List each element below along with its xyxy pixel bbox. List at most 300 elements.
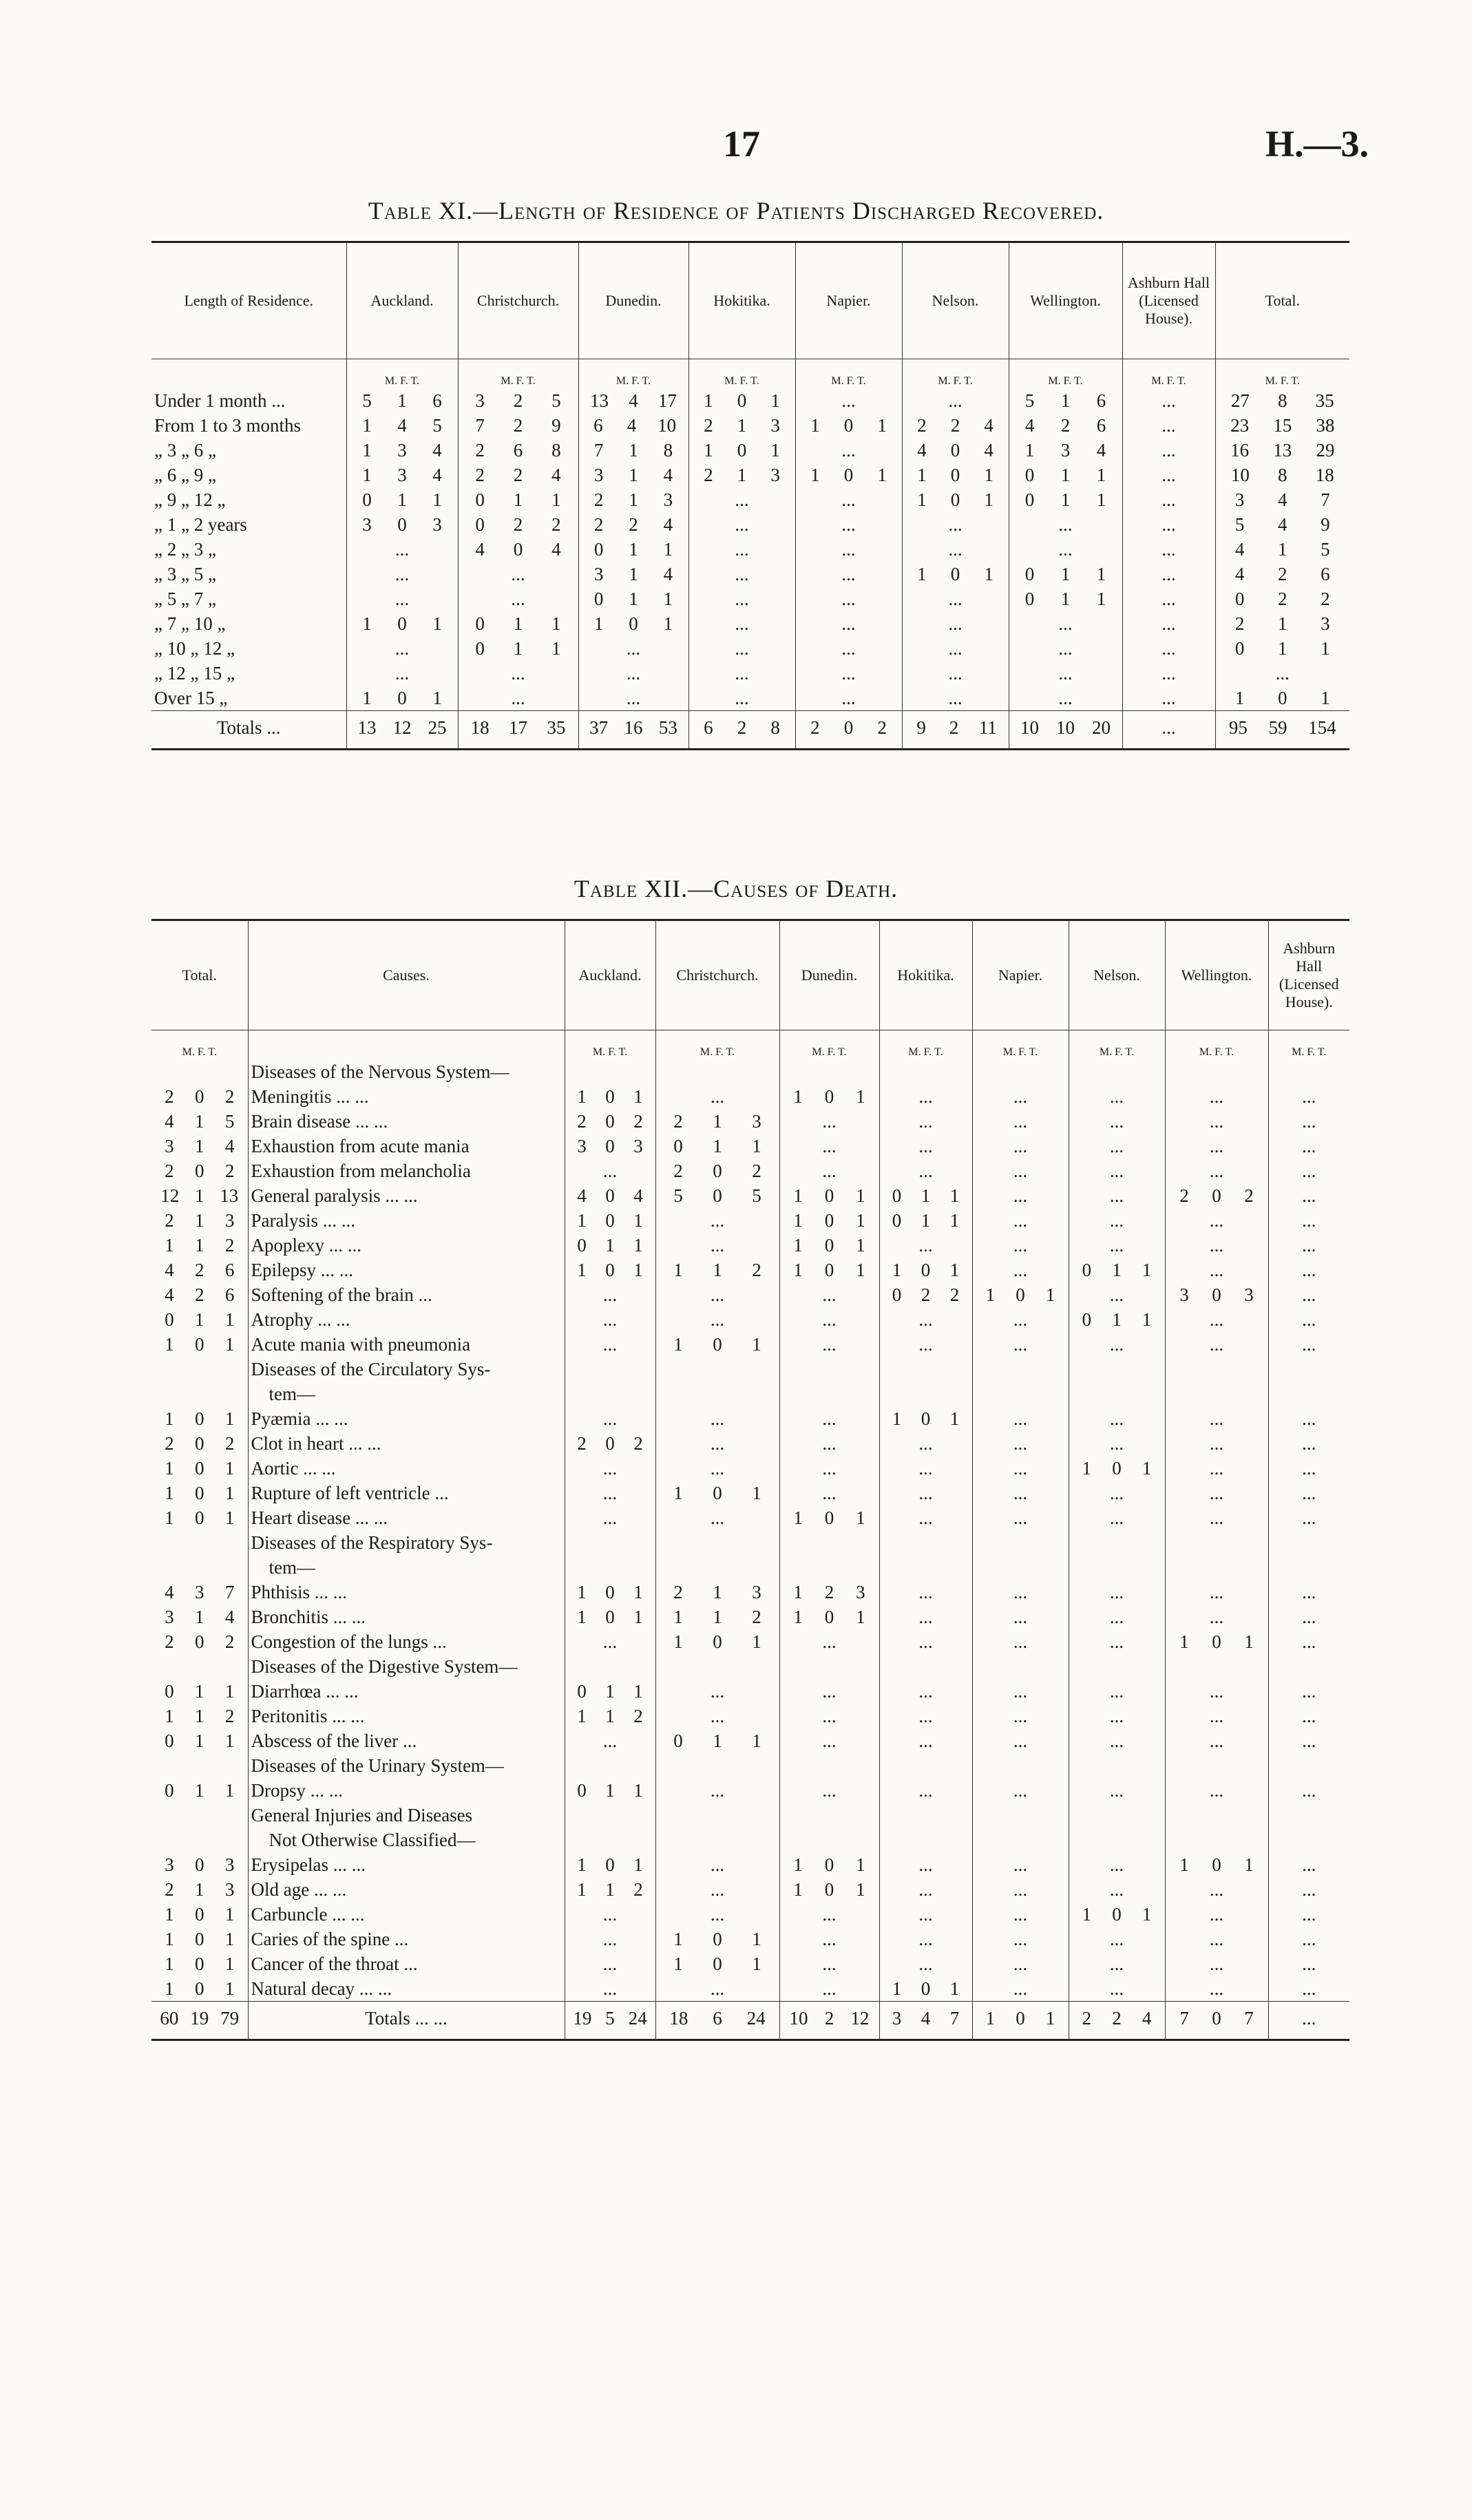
table-cell: ... xyxy=(902,388,1009,413)
table-row xyxy=(151,1902,1349,1927)
cause-label: Clot in heart ... ... xyxy=(248,1431,565,1456)
table-cell: ... xyxy=(902,636,1009,661)
table-cell: ... xyxy=(879,1158,972,1183)
table-cell xyxy=(565,1803,655,1828)
table-cell: ... xyxy=(655,1877,779,1902)
table-cell: ... xyxy=(1009,636,1122,661)
table-cell: ... xyxy=(346,636,458,661)
table-cell: ... xyxy=(1069,1976,1165,2002)
table-cell: 0 1 1 xyxy=(879,1208,972,1233)
totals-cell: 10 2 12 xyxy=(779,2002,879,2040)
table-cell: 1 0 1 xyxy=(655,1927,779,1951)
table-cell: 3 0 3 xyxy=(346,512,458,537)
table-cell: ... xyxy=(972,1605,1069,1629)
table-cell: ... xyxy=(1122,512,1215,537)
table-cell: ... xyxy=(1009,661,1122,686)
table-cell: ... xyxy=(1165,1431,1268,1456)
table-cell: ... xyxy=(565,1158,655,1183)
table-cell xyxy=(879,1555,972,1580)
table-cell: ... xyxy=(779,1456,879,1481)
table-cell: ... xyxy=(565,1481,655,1505)
column-header: Total. xyxy=(151,920,248,1030)
totals-cell: 37 16 53 xyxy=(578,711,688,750)
table-cell: 0 1 1 xyxy=(1009,562,1122,586)
table-cell xyxy=(655,1654,779,1679)
table-cell: ... xyxy=(1165,1951,1268,1976)
cause-label: Pyæmia ... ... xyxy=(248,1406,565,1431)
table-cell: ... xyxy=(1122,686,1215,711)
table-row xyxy=(151,413,1349,438)
table-cell: 6 4 10 xyxy=(578,413,688,438)
table-cell: 1 0 1 xyxy=(779,1208,879,1233)
totals-cell: ... xyxy=(1122,711,1215,750)
table-cell: ... xyxy=(346,661,458,686)
table-cell xyxy=(1268,1357,1349,1381)
page-number: 17 xyxy=(723,123,760,165)
table-cell: ... xyxy=(1069,1505,1165,1530)
table-row xyxy=(151,1481,1349,1505)
page-header xyxy=(0,123,1472,171)
table-cell: 0 1 1 xyxy=(565,1679,655,1704)
table-cell xyxy=(1165,1530,1268,1555)
table-cell: ... xyxy=(655,1902,779,1927)
table-cell: ... xyxy=(902,611,1009,636)
table-cell: ... xyxy=(972,1158,1069,1183)
table-row xyxy=(151,1406,1349,1431)
table-cell: ... xyxy=(1165,1605,1268,1629)
row-total: 1 0 1 xyxy=(165,1904,235,1925)
table-cell: ... xyxy=(565,1307,655,1332)
table-cell xyxy=(972,1357,1069,1381)
table-cell: ... xyxy=(1268,1233,1349,1258)
row-total xyxy=(151,1357,248,1381)
table-cell: ... xyxy=(1122,562,1215,586)
table-cell: ... xyxy=(902,537,1009,562)
table-cell: ... xyxy=(655,1456,779,1481)
table-cell: ... xyxy=(795,388,902,413)
mft-subheader: M. F. T. xyxy=(795,359,902,389)
table-cell: ... xyxy=(1268,1109,1349,1134)
table-cell: 1 0 1 xyxy=(1165,1629,1268,1654)
table-cell: ... xyxy=(1069,1951,1165,1976)
table-row xyxy=(151,1258,1349,1282)
table-cell: ... xyxy=(458,586,578,611)
table-cell: 0 2 2 xyxy=(458,512,578,537)
table-cell xyxy=(879,1381,972,1406)
table-cell: 0 1 1 xyxy=(655,1728,779,1753)
table-cell: ... xyxy=(1268,1951,1349,1976)
table-row xyxy=(151,586,1349,611)
table-cell: ... xyxy=(655,1505,779,1530)
table-cell: 2 1 3 xyxy=(688,413,795,438)
table-cell: 1 0 1 xyxy=(779,1183,879,1208)
table-cell: ... xyxy=(1268,1580,1349,1605)
mft-subheader: M. F. T. xyxy=(1069,1030,1165,1060)
table-cell xyxy=(972,1381,1069,1406)
cause-label: Old age ... ... xyxy=(248,1877,565,1902)
table-cell: ... xyxy=(879,1505,972,1530)
table-cell: 1 0 1 xyxy=(655,1481,779,1505)
table-cell: 0 1 1 xyxy=(1009,487,1122,512)
cause-label: Phthisis ... ... xyxy=(248,1580,565,1605)
mft-subheader: M. F. T. xyxy=(1215,359,1349,389)
residence-label: „ 12 „ 15 „ xyxy=(154,663,235,684)
table-cell: ... xyxy=(972,1505,1069,1530)
table-cell: 2 2 4 xyxy=(902,413,1009,438)
table-cell: ... xyxy=(879,1951,972,1976)
table-cell: 1 0 1 xyxy=(779,1852,879,1877)
table-cell: 1 0 1 xyxy=(565,1084,655,1109)
column-header: Total. xyxy=(1215,242,1349,359)
table-cell: ... xyxy=(1165,1728,1268,1753)
table-cell xyxy=(779,1828,879,1852)
table-cell: ... xyxy=(879,1456,972,1481)
table-cell: ... xyxy=(795,487,902,512)
table-cell: ... xyxy=(779,1902,879,1927)
cause-label: Brain disease ... ... xyxy=(248,1109,565,1134)
row-total: 0 1 1 xyxy=(165,1730,235,1751)
table-cell: ... xyxy=(879,1704,972,1728)
table-cell: 27 8 35 xyxy=(1215,388,1349,413)
table-cell: ... xyxy=(779,1481,879,1505)
row-total xyxy=(151,1803,248,1828)
table-cell: 1 0 1 xyxy=(565,1605,655,1629)
table-cell: ... xyxy=(779,1976,879,2002)
column-header: Ashburn Hall (Licensed House). xyxy=(1122,242,1215,359)
table-cell: 1 1 2 xyxy=(565,1704,655,1728)
row-total: 2 0 2 xyxy=(165,1433,235,1454)
category-row xyxy=(151,1555,1349,1580)
table-cell xyxy=(655,1381,779,1406)
table-cell: ... xyxy=(1268,1282,1349,1307)
row-total: 1 0 1 xyxy=(165,1408,235,1429)
cause-category: Diseases of the Digestive System— xyxy=(248,1654,565,1679)
table-cell: ... xyxy=(1268,1258,1349,1282)
column-header: Nelson. xyxy=(1069,920,1165,1030)
table-cell: 2 2 4 xyxy=(458,463,578,487)
table-row xyxy=(151,1927,1349,1951)
table-cell xyxy=(1268,1828,1349,1852)
row-total: 2 0 2 xyxy=(165,1161,235,1181)
table-cell: ... xyxy=(972,1902,1069,1927)
table-cell xyxy=(879,1059,972,1084)
mft-subheader: M. F. T. xyxy=(1009,359,1122,389)
table-cell xyxy=(1069,1555,1165,1580)
mft-subheader: M. F. T. xyxy=(1165,1030,1268,1060)
table-cell: 0 1 1 xyxy=(1069,1307,1165,1332)
table-cell: ... xyxy=(879,1307,972,1332)
table-cell: ... xyxy=(655,1208,779,1233)
table-row xyxy=(151,1505,1349,1530)
cause-label: Acute mania with pneumonia xyxy=(248,1332,565,1357)
residence-label: „ 3 „ 5 „ xyxy=(154,564,216,584)
table-cell: ... xyxy=(1268,1134,1349,1158)
table-cell xyxy=(655,1059,779,1084)
table-row xyxy=(151,388,1349,413)
table-cell: ... xyxy=(902,686,1009,711)
table-cell: ... xyxy=(565,1902,655,1927)
table-cell xyxy=(1268,1381,1349,1406)
table-row xyxy=(151,512,1349,537)
table-cell: 1 3 4 xyxy=(346,463,458,487)
mft-row xyxy=(151,359,1349,389)
table-cell: ... xyxy=(1122,463,1215,487)
table-row xyxy=(151,1877,1349,1902)
table-cell: ... xyxy=(688,661,795,686)
table-cell: ... xyxy=(779,1307,879,1332)
table-cell: ... xyxy=(1268,1778,1349,1803)
table-cell: ... xyxy=(1165,1109,1268,1134)
table-cell: ... xyxy=(565,1951,655,1976)
table-cell: ... xyxy=(1069,1629,1165,1654)
table-cell xyxy=(565,1530,655,1555)
cause-label: Peritonitis ... ... xyxy=(248,1704,565,1728)
table-row xyxy=(151,562,1349,586)
column-header: Hokitika. xyxy=(879,920,972,1030)
mft-row xyxy=(151,1030,1349,1060)
table-cell: ... xyxy=(1268,1728,1349,1753)
table-row xyxy=(151,1282,1349,1307)
table-cell xyxy=(565,1828,655,1852)
table-cell: 3 4 7 xyxy=(1215,487,1349,512)
totals-row xyxy=(151,2002,1349,2040)
table-xi xyxy=(151,241,1349,750)
table-cell: ... xyxy=(972,1704,1069,1728)
table-xii-title: Table XII.—Causes of Death. xyxy=(574,875,898,902)
row-total xyxy=(151,1381,248,1406)
table-cell: ... xyxy=(1009,512,1122,537)
table-cell: 1 0 1 xyxy=(1069,1456,1165,1481)
table-cell xyxy=(879,1357,972,1381)
table-cell: ... xyxy=(1165,1976,1268,2002)
table-cell: 0 1 1 xyxy=(458,611,578,636)
table-row xyxy=(151,1183,1349,1208)
table-cell: ... xyxy=(972,1728,1069,1753)
table-row xyxy=(151,1704,1349,1728)
table-cell: ... xyxy=(972,1109,1069,1134)
row-total: 1 1 2 xyxy=(165,1706,235,1726)
table-cell: ... xyxy=(1009,537,1122,562)
cause-category: Diseases of the Nervous System— xyxy=(248,1059,565,1084)
table-row xyxy=(151,1778,1349,1803)
table-row xyxy=(151,1084,1349,1109)
table-cell: 2 1 3 xyxy=(655,1109,779,1134)
residence-label: „ 10 „ 12 „ xyxy=(154,638,235,659)
table-cell: ... xyxy=(1069,1778,1165,1803)
table-cell: 4 0 4 xyxy=(458,537,578,562)
document-code: H.—3. xyxy=(1265,123,1369,165)
table-cell: ... xyxy=(655,1704,779,1728)
table-row xyxy=(151,661,1349,686)
table-cell: ... xyxy=(565,1629,655,1654)
table-cell: ... xyxy=(1268,1084,1349,1109)
table-cell: 1 0 1 xyxy=(902,487,1009,512)
table-cell: ... xyxy=(1268,1431,1349,1456)
table-cell: ... xyxy=(779,1728,879,1753)
table-cell: ... xyxy=(972,1431,1069,1456)
table-cell xyxy=(1165,1753,1268,1778)
table-cell xyxy=(655,1828,779,1852)
table-cell: ... xyxy=(779,1629,879,1654)
table-cell: 1 0 1 xyxy=(346,611,458,636)
table-cell: ... xyxy=(1165,1679,1268,1704)
table-cell: 1 0 1 xyxy=(879,1976,972,2002)
table-cell: 5 0 5 xyxy=(655,1183,779,1208)
table-cell: ... xyxy=(565,1505,655,1530)
table-cell: ... xyxy=(972,1852,1069,1877)
row-total: 1 0 1 xyxy=(165,1483,235,1503)
row-total xyxy=(151,1654,248,1679)
table-cell: ... xyxy=(879,1629,972,1654)
row-total: 1 0 1 xyxy=(165,1507,235,1528)
table-cell: ... xyxy=(972,1307,1069,1332)
table-cell: ... xyxy=(1122,611,1215,636)
table-cell: ... xyxy=(795,438,902,463)
totals-cell: 2 0 2 xyxy=(795,711,902,750)
table-xii xyxy=(151,919,1349,2041)
row-total xyxy=(151,1753,248,1778)
table-cell: 3 2 5 xyxy=(458,388,578,413)
table-row xyxy=(151,1158,1349,1183)
table-cell: ... xyxy=(795,586,902,611)
cause-label: Softening of the brain ... xyxy=(248,1282,565,1307)
table-row xyxy=(151,1208,1349,1233)
cause-category: Diseases of the Urinary System— xyxy=(248,1753,565,1778)
row-total: 1 0 1 xyxy=(165,1953,235,1974)
residence-label: „ 3 „ 6 „ xyxy=(154,440,216,460)
table-cell: ... xyxy=(1069,1084,1165,1109)
row-total: 1 1 2 xyxy=(165,1235,235,1256)
table-cell: 1 0 1 xyxy=(879,1258,972,1282)
cause-label: Epilepsy ... ... xyxy=(248,1258,565,1282)
table-cell: ... xyxy=(879,1778,972,1803)
mft-subheader: M. F. T. xyxy=(182,1046,217,1058)
table-cell: ... xyxy=(1009,611,1122,636)
table-cell: ... xyxy=(688,636,795,661)
totals-cell: 6 2 8 xyxy=(688,711,795,750)
table-cell: ... xyxy=(879,1109,972,1134)
mft-subheader: M. F. T. xyxy=(1268,1030,1349,1060)
table-cell: 2 1 3 xyxy=(688,463,795,487)
table-cell: ... xyxy=(1122,487,1215,512)
table-cell: ... xyxy=(779,1778,879,1803)
row-total xyxy=(151,1828,248,1852)
table-cell: ... xyxy=(879,1134,972,1158)
table-cell: ... xyxy=(655,1976,779,2002)
mft-subheader: M. F. T. xyxy=(655,1030,779,1060)
table-cell: ... xyxy=(565,1456,655,1481)
table-cell: ... xyxy=(795,537,902,562)
table-cell xyxy=(779,1059,879,1084)
table-cell: 4 0 4 xyxy=(902,438,1009,463)
grand-total: 60 19 79 xyxy=(151,2002,248,2040)
table-cell xyxy=(565,1753,655,1778)
table-cell xyxy=(565,1357,655,1381)
row-total: 0 1 1 xyxy=(165,1309,235,1330)
row-total: 3 1 4 xyxy=(165,1136,235,1156)
table-cell: ... xyxy=(972,1481,1069,1505)
cause-label: Abscess of the liver ... xyxy=(248,1728,565,1753)
cause-label: Apoplexy ... ... xyxy=(248,1233,565,1258)
table-cell: ... xyxy=(1268,1927,1349,1951)
table-cell: ... xyxy=(655,1431,779,1456)
table-cell: 0 1 1 xyxy=(565,1233,655,1258)
table-cell: ... xyxy=(779,1282,879,1307)
table-cell: 0 1 1 xyxy=(1215,636,1349,661)
row-total: 2 0 2 xyxy=(165,1086,235,1107)
cause-label: Cancer of the throat ... xyxy=(248,1951,565,1976)
table-cell: ... xyxy=(1069,1158,1165,1183)
table-cell: 5 4 9 xyxy=(1215,512,1349,537)
table-cell: 1 3 4 xyxy=(346,438,458,463)
table-cell xyxy=(655,1357,779,1381)
row-total: 0 1 1 xyxy=(165,1681,235,1702)
table-cell: ... xyxy=(972,1233,1069,1258)
cause-label: Dropsy ... ... xyxy=(248,1778,565,1803)
table-cell: ... xyxy=(972,1927,1069,1951)
mft-subheader: M. F. T. xyxy=(458,359,578,389)
table-cell: 2 6 8 xyxy=(458,438,578,463)
column-header: Auckland. xyxy=(565,920,655,1030)
mft-subheader: M. F. T. xyxy=(902,359,1009,389)
table-cell xyxy=(655,1803,779,1828)
totals-row xyxy=(151,711,1349,750)
table-cell: ... xyxy=(1268,1307,1349,1332)
category-row xyxy=(151,1059,1349,1084)
cause-label: Bronchitis ... ... xyxy=(248,1605,565,1629)
table-cell: ... xyxy=(1268,1332,1349,1357)
table-cell: 2 1 3 xyxy=(578,487,688,512)
table-cell: ... xyxy=(1165,1134,1268,1158)
table-cell: ... xyxy=(688,562,795,586)
table-cell: ... xyxy=(795,661,902,686)
table-cell xyxy=(1069,1828,1165,1852)
table-cell: 1 0 1 xyxy=(655,1332,779,1357)
table-cell xyxy=(1165,1381,1268,1406)
table-cell xyxy=(972,1753,1069,1778)
cause-label: General paralysis ... ... xyxy=(248,1183,565,1208)
table-cell xyxy=(655,1555,779,1580)
table-cell: ... xyxy=(795,636,902,661)
cause-category: Diseases of the Circulatory Sys- xyxy=(248,1357,565,1381)
mft-subheader: M. F. T. xyxy=(565,1030,655,1060)
table-cell: ... xyxy=(565,1282,655,1307)
table-cell: ... xyxy=(1165,1406,1268,1431)
table-cell: 2 0 2 xyxy=(565,1431,655,1456)
table-cell: ... xyxy=(1069,1282,1165,1307)
table-row xyxy=(151,1605,1349,1629)
row-total: 2 1 3 xyxy=(165,1879,235,1900)
cause-label: Paralysis ... ... xyxy=(248,1208,565,1233)
table-cell: ... xyxy=(879,1679,972,1704)
mft-subheader: M. F. T. xyxy=(879,1030,972,1060)
table-cell: 1 0 1 xyxy=(565,1852,655,1877)
table-cell: 1 0 1 xyxy=(688,388,795,413)
table-row xyxy=(151,438,1349,463)
table-cell: ... xyxy=(1165,1158,1268,1183)
row-total: 12 1 13 xyxy=(160,1185,239,1206)
table-cell: ... xyxy=(795,611,902,636)
table-cell: 1 0 1 xyxy=(346,686,458,711)
table-cell xyxy=(879,1753,972,1778)
column-header: Wellington. xyxy=(1165,920,1268,1030)
cause-label: Exhaustion from melancholia xyxy=(248,1158,565,1183)
table-cell: ... xyxy=(1165,1208,1268,1233)
mft-subheader: M. F. T. xyxy=(972,1030,1069,1060)
totals-cell: 1 0 1 xyxy=(972,2002,1069,2040)
table-cell: 0 1 1 xyxy=(1069,1258,1165,1282)
table-cell: ... xyxy=(1268,1456,1349,1481)
